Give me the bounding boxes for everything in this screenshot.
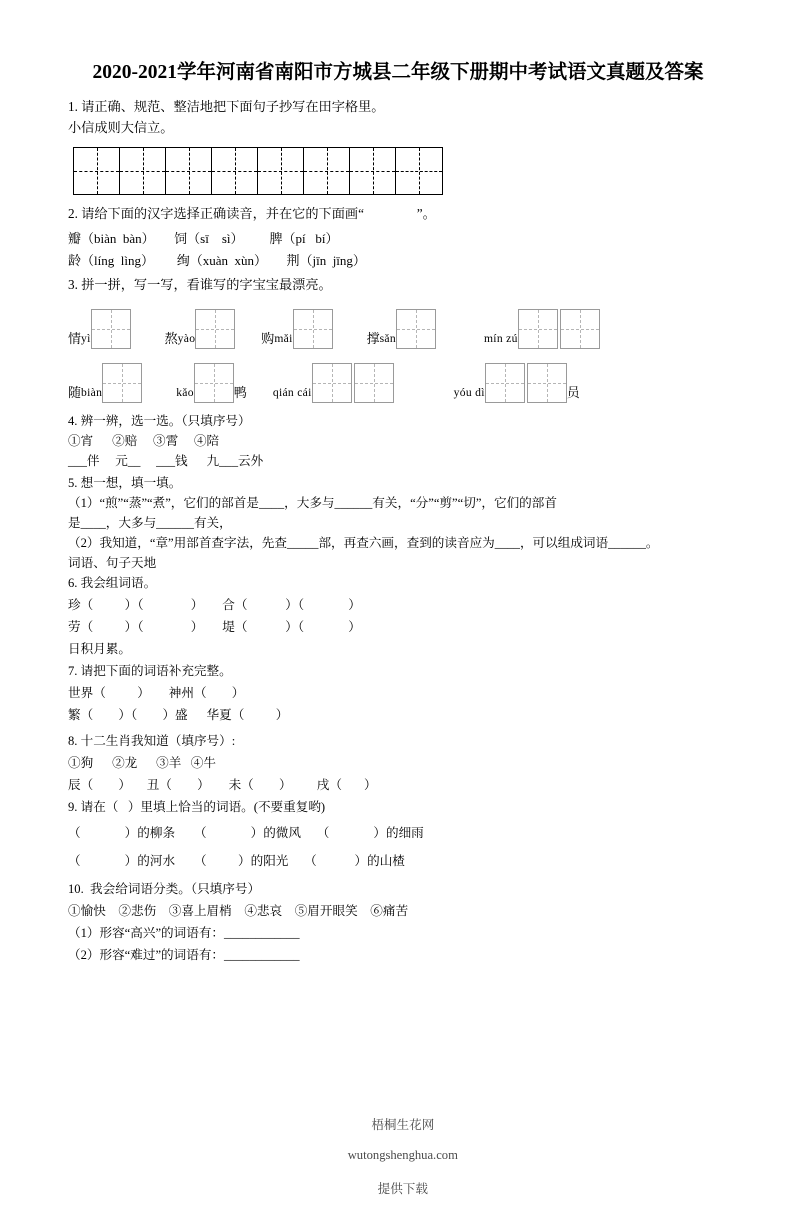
question-6-prompt: 6. 我会组词语。 (68, 576, 157, 590)
write-item-pinyin: mǎi (274, 332, 293, 345)
write-item-pinyin: kǎo (176, 386, 194, 399)
write-item-trail: 员 (566, 385, 580, 400)
question-1-sentence: 小信成则大信立。 (68, 120, 174, 135)
question-2-row-2: 龄（líng lìng） 绚（xuàn xùn） 荆（jīn jīng） (68, 253, 366, 268)
write-item-lead: 购 (261, 331, 275, 346)
tianzige-cell[interactable] (304, 148, 350, 194)
question-4-options: ①宵 ②赔 ③霄 ④陪 (68, 434, 220, 448)
write-item-lead: 撑 (366, 331, 380, 346)
question-5-prompt: 5. 想一想，填一填。 (68, 476, 182, 490)
tianzige-cell[interactable] (120, 148, 166, 194)
write-item-pinyin: yì (81, 332, 91, 345)
tianzige-box[interactable] (91, 309, 131, 349)
question-3-row-2 (68, 359, 728, 403)
write-item (367, 305, 436, 349)
page-title: 2020-2021学年河南省南阳市方城县二年级下册期中考试语文真题及答案 (92, 62, 704, 83)
question-10-line-1[interactable]: （1）形容“高兴”的词语有：____________ (68, 926, 300, 940)
question-2-row-1: 瓣（biàn bàn） 饲（sī sì） 脾（pí bí） (68, 231, 339, 246)
write-item (273, 359, 394, 403)
write-item (484, 305, 600, 349)
question-8-blanks[interactable]: 辰（ ） 丑（ ） 未（ ） 戌（ ） (68, 778, 377, 792)
tianzige-cell[interactable] (258, 148, 304, 194)
question-5-line-2[interactable]: 是____，大多与______有关， (68, 516, 232, 530)
tianzige-box-pair (312, 363, 394, 403)
tianzige-box[interactable] (195, 309, 235, 349)
write-item-pinyin: yóu dì (453, 386, 485, 399)
footer-site-name: 梧桐生花网 (371, 1118, 435, 1132)
question-4-prompt: 4. 辨一辨，选一选。（只填序号） (68, 414, 251, 428)
question-7-row-1[interactable]: 世界（ ） 神州（ ） (68, 686, 245, 700)
tianzige-box[interactable] (293, 309, 333, 349)
tianzige-box[interactable] (102, 363, 142, 403)
tianzige-box-pair (485, 363, 567, 403)
write-item-trail: 鸭 (233, 385, 247, 400)
question-6-row-2[interactable]: 劳（ ）（ ） 堤（ ）（ ） (68, 620, 361, 634)
question-4-blanks[interactable]: ___伴 元__ ___钱 九___云外 (68, 454, 264, 468)
question-3-prompt: 3. 拼一拼，写一写，看谁写的字宝宝最漂亮。 (68, 277, 332, 292)
tianzige-cell[interactable] (350, 148, 396, 194)
footer-watermark (0, 1099, 793, 1212)
tianzige-cell[interactable] (166, 148, 212, 194)
write-item-pinyin: sǎn (379, 332, 396, 345)
tianzige-box[interactable] (518, 309, 558, 349)
document-content (68, 56, 728, 965)
write-item (176, 359, 247, 403)
footer-action: 提供下载 (377, 1182, 428, 1196)
question-7-row-2[interactable]: 繁（ ）（ ）盛 华夏（ ） (68, 708, 289, 722)
tianzige-box[interactable] (312, 363, 352, 403)
write-item-pinyin: qián cái (272, 386, 312, 399)
write-item (68, 305, 131, 349)
section-heading: 词语、句子天地 (68, 556, 157, 570)
tianzige-cell[interactable] (212, 148, 258, 194)
write-item (454, 359, 580, 403)
tianzige-cell[interactable] (74, 148, 120, 194)
question-5-line-3[interactable]: （2）我知道，“章”用部首查字法，先查_____部，再查六画，查到的读音应为____，可以组成词语______。 (68, 536, 659, 550)
question-3-row-1 (68, 305, 728, 349)
tianzige-box[interactable] (485, 363, 525, 403)
question-9-prompt: 9. 请在（ ）里填上恰当的词语。(不要重复哟) (68, 800, 326, 814)
write-item (261, 305, 332, 349)
question-5-line-1[interactable]: （1）“煎”“蒸”“煮”，它们的部首是____，大多与______有关，“分”“剪”“切”，它们的部首 (68, 496, 557, 510)
question-1-prompt: 1. 请正确、规范、整洁地把下面句子抄写在田字格里。 (68, 99, 385, 114)
question-9-row-2[interactable]: （ ）的河水 （ ）的阳光 （ ）的山楂 (68, 854, 405, 868)
tianzige-box[interactable] (354, 363, 394, 403)
tianzige-grid-strip[interactable] (73, 147, 443, 195)
footer-domain: wutongshenghua.com (347, 1148, 458, 1162)
question-8-options: ①狗 ②龙 ③羊 ④牛 (68, 756, 216, 770)
write-item-pinyin: yào (177, 332, 196, 345)
question-10-options: ①愉快 ②悲伤 ③喜上眉梢 ④悲哀 ⑤眉开眼笑 ⑥痛苦 (68, 904, 409, 918)
tianzige-box[interactable] (560, 309, 600, 349)
question-2-prompt: 2. 请给下面的汉字选择正确读音，并在它的下面画“ ”。 (68, 206, 436, 221)
tianzige-cell[interactable] (396, 148, 442, 194)
write-item (68, 359, 142, 403)
question-6-note: 日积月累。 (68, 642, 131, 656)
write-item-pinyin: biàn (81, 386, 103, 399)
write-item (165, 305, 236, 349)
tianzige-box[interactable] (194, 363, 234, 403)
question-10-prompt: 10. 我会给词语分类。（只填序号） (68, 882, 261, 896)
tianzige-box-pair (518, 309, 600, 349)
tianzige-box[interactable] (396, 309, 436, 349)
tianzige-box[interactable] (527, 363, 567, 403)
question-6-row-1[interactable]: 珍（ ）（ ） 合（ ）（ ） (68, 598, 361, 612)
question-8-prompt: 8. 十二生肖我知道（填序号）: (68, 734, 236, 748)
question-10-line-2[interactable]: （2）形容“难过”的词语有：____________ (68, 948, 300, 962)
write-item-pinyin: mín zú (483, 332, 518, 345)
write-item-lead: 熬 (164, 331, 178, 346)
write-item-lead: 随 (68, 385, 82, 400)
question-9-row-1[interactable]: （ ）的柳条 （ ）的微风 （ ）的细雨 (68, 826, 424, 840)
question-7-prompt: 7. 请把下面的词语补充完整。 (68, 664, 232, 678)
write-item-lead: 情 (68, 331, 82, 346)
